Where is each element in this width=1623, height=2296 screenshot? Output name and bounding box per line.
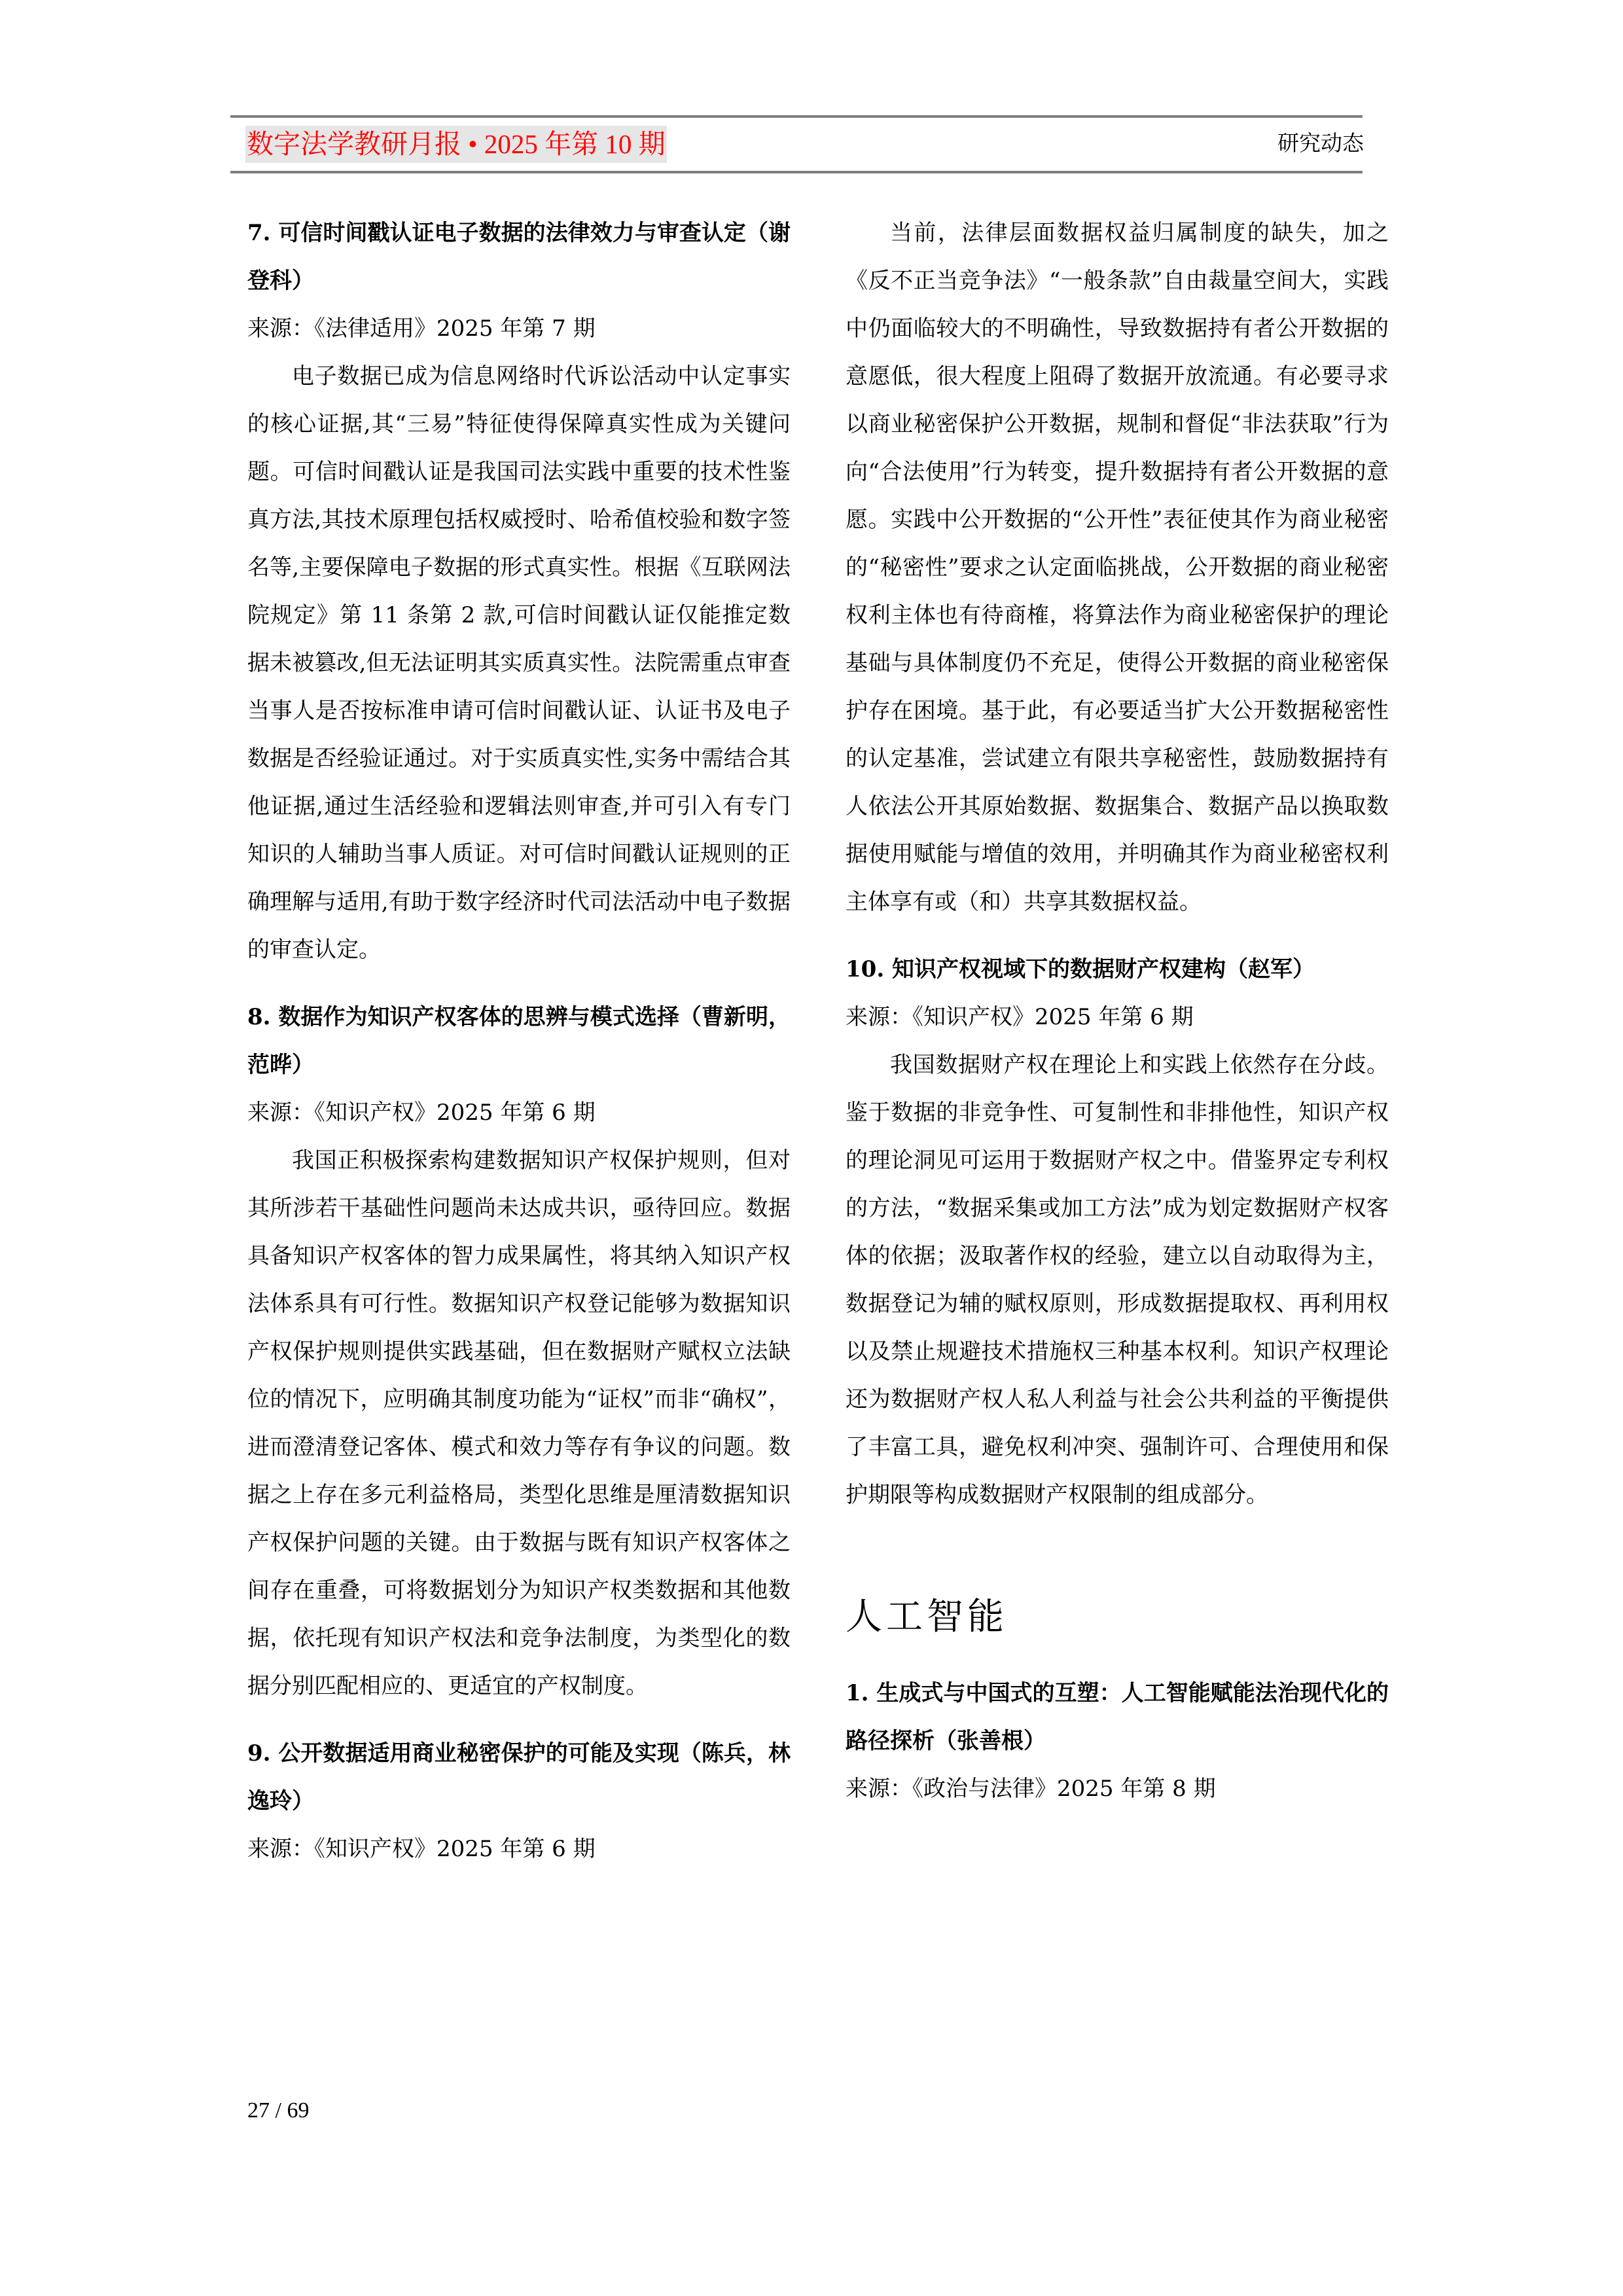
article-title: 10. 知识产权视域下的数据财产权建构（赵军） — [846, 956, 1315, 982]
article-title: 8. 数据作为知识产权客体的思辨与模式选择（曹新明，范晔） — [247, 1004, 791, 1078]
section-label: 研究动态 — [1277, 132, 1364, 156]
article-source: 来源：《知识产权》2025 年第 6 期 — [247, 1100, 596, 1126]
publication-title: 数字法学教研月报 • 2025 年第 10 期 — [245, 126, 667, 163]
article-title: 1. 生成式与中国式的互塑：人工智能赋能法治现代化的路径探析（张善根） — [846, 1680, 1389, 1754]
article-source: 来源：《政治与法律》2025 年第 8 期 — [846, 1776, 1216, 1802]
article-abstract: 我国正积极探索构建数据知识产权保护规则，但对其所涉若干基础性问题尚未达成共识，亟待回应。数据具备知识产权客体的智力成果属性，将其纳入知识产权法体系具有可行性。数据知识产权登记能够为数据知识产权保护规则提供实践基础，但在数据财产赋权立法缺位的情况下，应明确其制度功能为“证权”而非“确权”，进而澄清登记客体、模式和效力等存有争议的问题。数据之上存在多元利益格局，类型化思维是厘清数据知识产权保护问题的关键。由于数据与既有知识产权客体之间存在重叠，可将数据划分为知识产权类数据和其他数据，依托现有知识产权法和竞争法制度，为类型化的数据分别匹配相应的、更适宜的产权制度。 — [247, 1147, 791, 1699]
right-column — [846, 209, 1389, 1813]
article-abstract: 我国数据财产权在理论上和实践上依然存在分歧。鉴于数据的非竞争性、可复制性和非排他性，知识产权的理论洞见可运用于数据财产权之中。借鉴界定专利权的方法，“数据采集或加工方法”成为划定数据财产权客体的依据；汲取著作权的经验，建立以自动取得为主，数据登记为辅的赋权原则，形成数据提取权、再利用权以及禁止规避技术措施权三种基本权利。知识产权理论还为数据财产权人私人利益与社会公共利益的平衡提供了丰富工具，避免权利冲突、强制许可、合理使用和保护期限等构成数据财产权限制的组成部分。 — [846, 1052, 1389, 1508]
article-source: 来源：《法律适用》2025 年第 7 期 — [247, 315, 596, 342]
article-9-abstract: 当前，法律层面数据权益归属制度的缺失，加之《反不正当竞争法》“一般条款”自由裁量空间大，实践中仍面临较大的不明确性，导致数据持有者公开数据的意愿低，很大程度上阻碍了数据开放流通。有必要寻求以商业秘密保护公开数据，规制和督促“非法获取”行为向“合法使用”行为转变，提升数据持有者公开数据的意愿。实践中公开数据的“公开性”表征使其作为商业秘密的“秘密性”要求之认定面临挑战，公开数据的商业秘密权利主体也有待商榷，将算法作为商业秘密保护的理论基础与具体制度仍不充足，使得公开数据的商业秘密保护存在困境。基于此，有必要适当扩大公开数据秘密性的认定基准，尝试建立有限共享秘密性，鼓励数据持有人依法公开其原始数据、数据集合、数据产品以换取数据使用赋能与增值的效用，并明确其作为商业秘密权利主体享有或（和）共享其数据权益。 — [846, 220, 1389, 915]
article-8 — [247, 994, 791, 1710]
left-column — [247, 209, 791, 1873]
article-9 — [247, 1730, 791, 1873]
section-heading-ai: 人工智能 — [846, 1596, 1008, 1638]
header-bottom-rule — [230, 171, 1363, 173]
article-10 — [846, 946, 1389, 1519]
header-top-rule — [230, 115, 1363, 118]
article-title: 7. 可信时间戳认证电子数据的法律效力与审查认定（谢登科） — [247, 220, 791, 294]
article-7 — [247, 209, 791, 974]
page-number: 27 / 69 — [247, 2098, 310, 2123]
article-source: 来源：《知识产权》2025 年第 6 期 — [846, 1004, 1194, 1030]
ai-article-1 — [846, 1670, 1389, 1813]
article-source: 来源：《知识产权》2025 年第 6 期 — [247, 1836, 596, 1862]
article-title: 9. 公开数据适用商业秘密保护的可能及实现（陈兵，林逸玲） — [247, 1740, 791, 1814]
article-abstract: 电子数据已成为信息网络时代诉讼活动中认定事实的核心证据,其“三易”特征使得保障真实性成为关键问题。可信时间戳认证是我国司法实践中重要的技术性鉴真方法,其技术原理包括权威授时、哈希值校验和数字签名等,主要保障电子数据的形式真实性。根据《互联网法院规定》第 11 条第 2 款,可信时间戳认证仅能推定数据未被篡改,但无法证明其实质真实性。法院需重点审查当事人是否按标准申请可信时间戳认证、认证书及电子数据是否经验证通过。对于实质真实性,实务中需结合其他证据,通过生活经验和逻辑法则审查,并可引入有专门知识的人辅助当事人质证。对可信时间戳认证规则的正确理解与适用,有助于数字经济时代司法活动中电子数据的审查认定。 — [247, 363, 791, 963]
